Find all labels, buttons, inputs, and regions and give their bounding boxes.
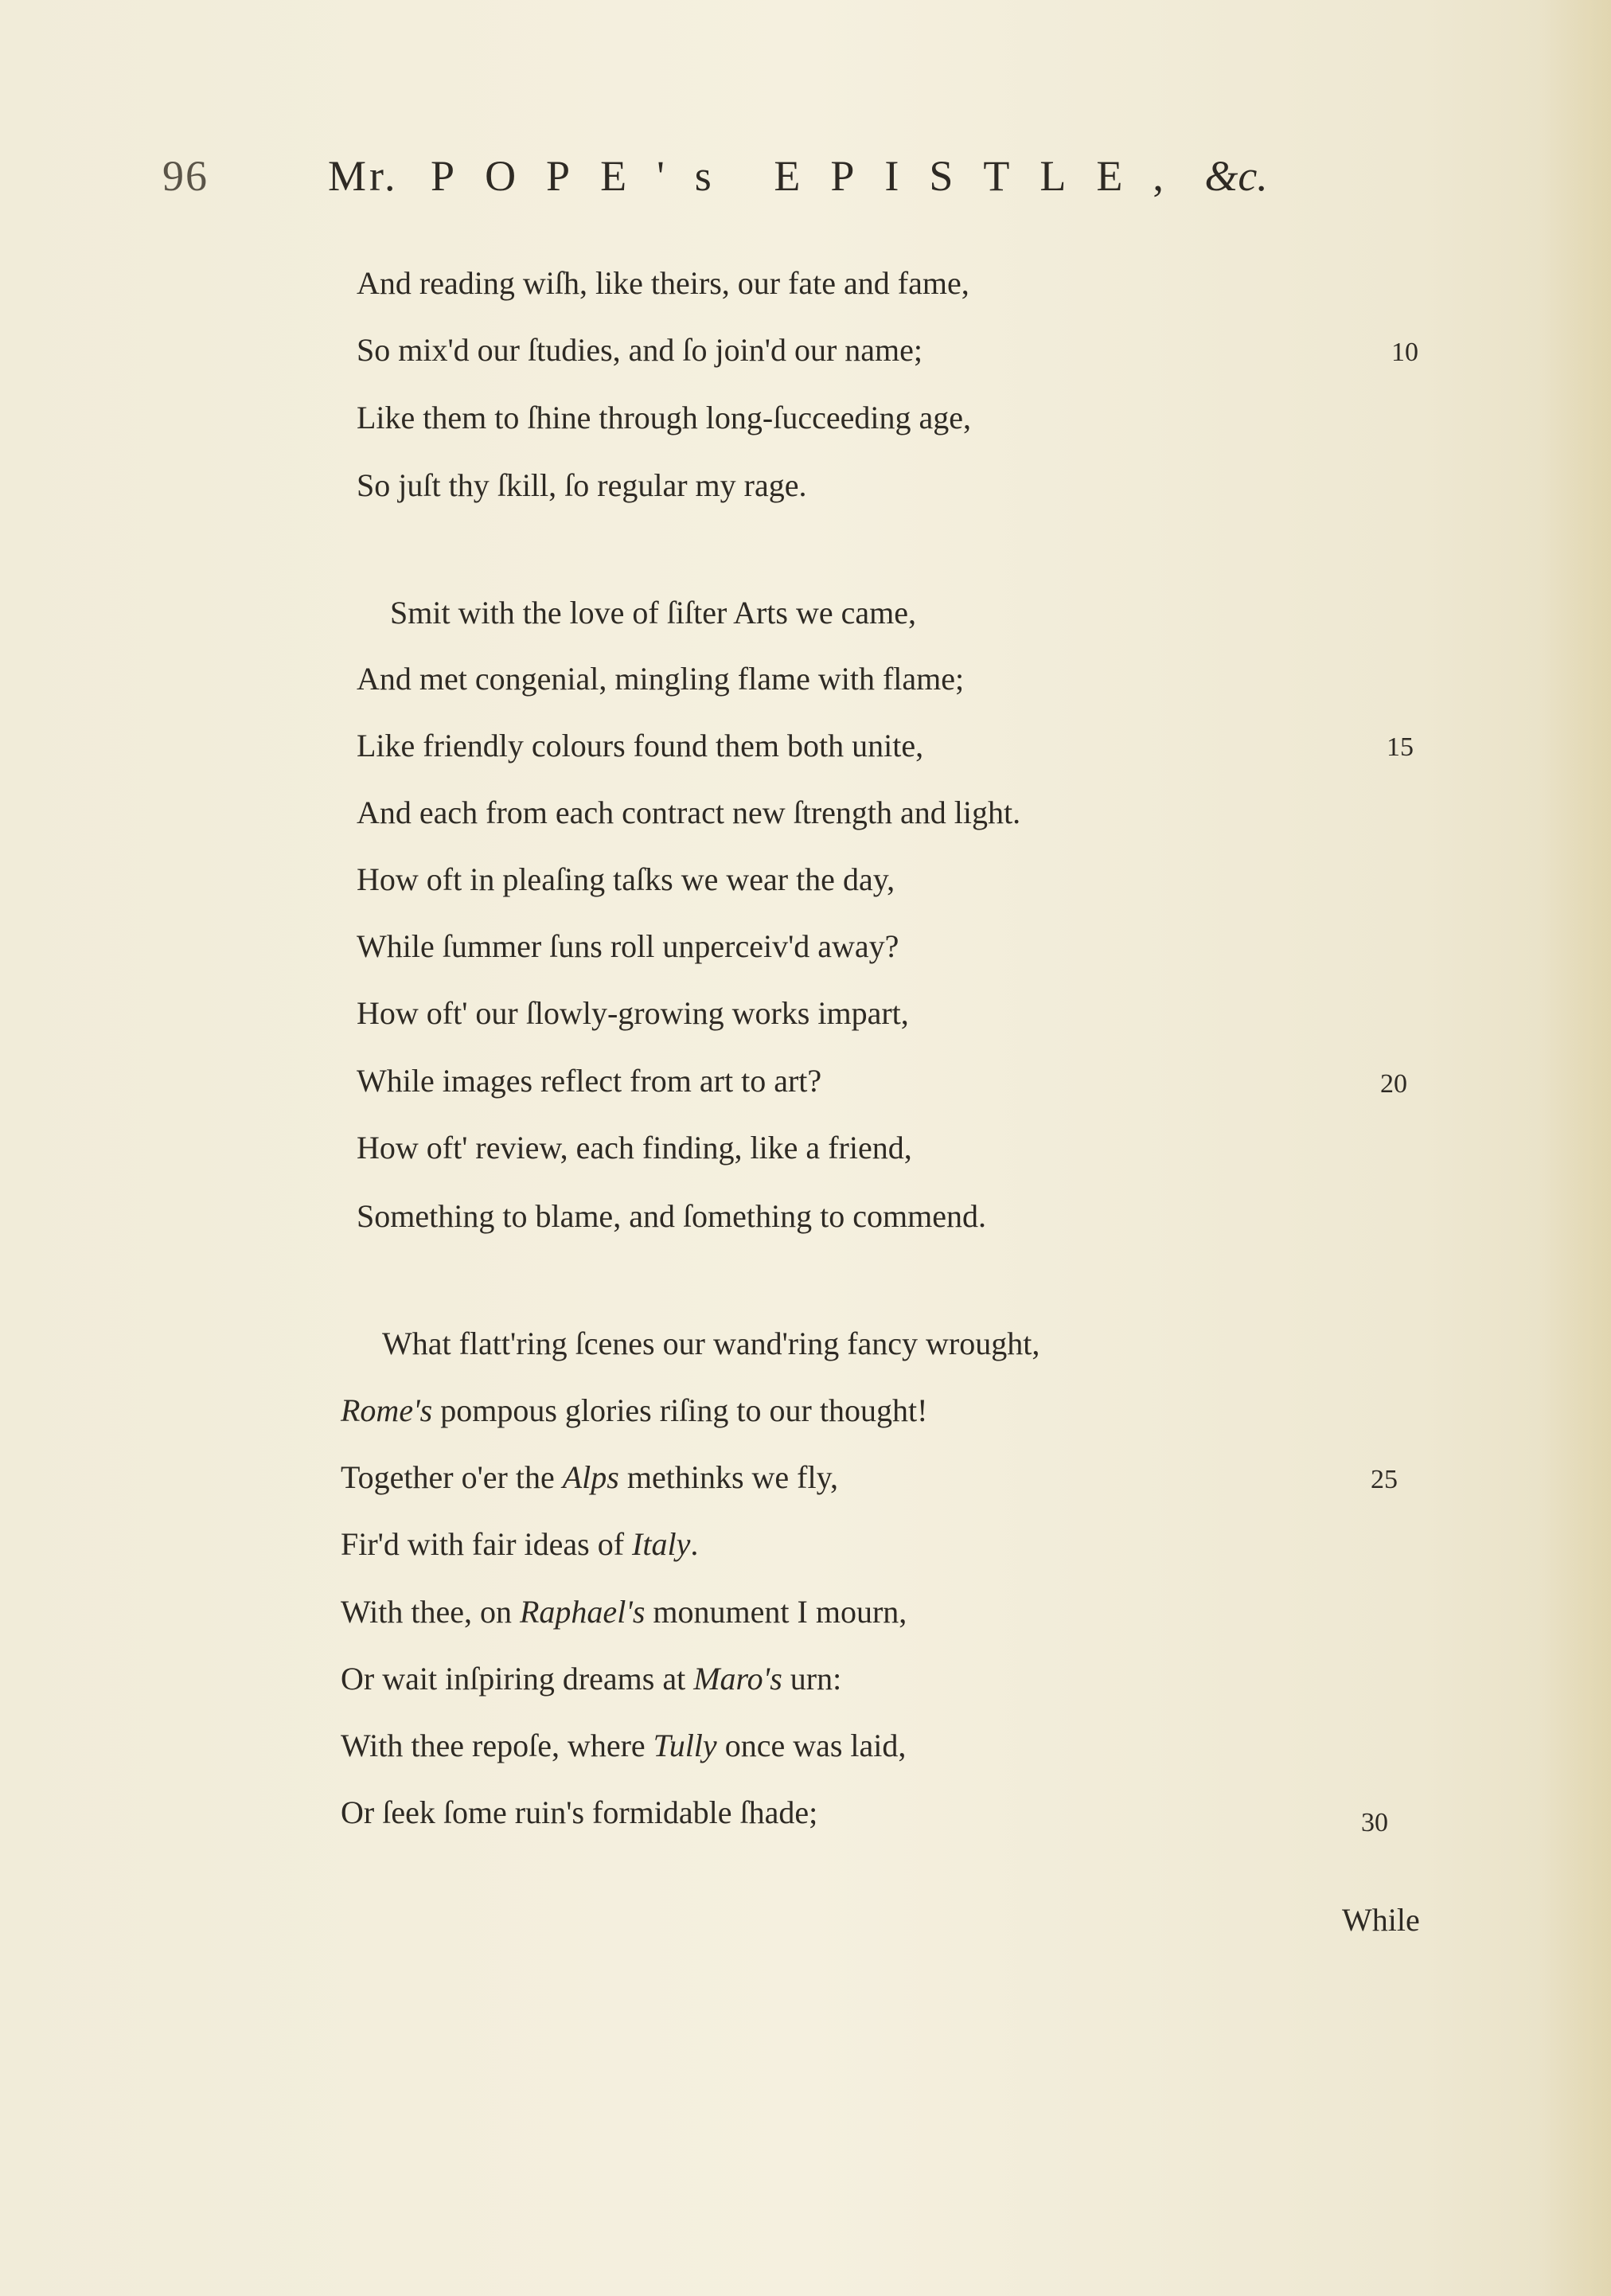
- running-head-etc: &c.: [1204, 152, 1268, 200]
- line-number: 25: [1371, 1465, 1398, 1494]
- poem-line: Something to blame, and ſomething to commend.: [357, 1198, 986, 1234]
- poem-line: What flatt'ring ſcenes our wand'ring fancy wrought,: [382, 1326, 1040, 1361]
- poem-line: With thee, on Raphael's monument I mourn,: [341, 1594, 907, 1630]
- poem-line: So mix'd our ſtudies, and ſo join'd our name;: [357, 332, 923, 368]
- poem-line: How oft in pleaſing taſks we wear the day,: [357, 861, 895, 897]
- italic-name-raphael: Raphael's: [520, 1594, 646, 1630]
- poem-line: Smit with the love of ſiſter Arts we came,: [390, 595, 916, 631]
- line-number: 30: [1361, 1808, 1388, 1837]
- line-number: 15: [1387, 732, 1414, 762]
- poem-line: How oft' review, each finding, like a friend,: [357, 1130, 912, 1166]
- line-number: 10: [1391, 338, 1418, 367]
- running-head-mr: Mr.: [328, 152, 399, 200]
- poem-line: While images reflect from art to art?: [357, 1063, 822, 1099]
- poem-line: So juſt thy ſkill, ſo regular my rage.: [357, 467, 807, 503]
- poem-line: While ſummer ſuns roll unperceiv'd away?: [357, 928, 899, 964]
- line-number: 20: [1380, 1069, 1407, 1099]
- poem-line: And met congenial, mingling flame with flame;: [357, 661, 965, 697]
- italic-name-tully: Tully: [653, 1728, 717, 1763]
- poem-line: Or ſeek ſome ruin's formidable ſhade;: [341, 1794, 818, 1830]
- italic-name-alps: Alps: [562, 1459, 619, 1495]
- catchword: While: [1342, 1902, 1420, 1938]
- italic-name-italy: Italy: [632, 1526, 691, 1562]
- poem-line: Or wait inſpiring dreams at Maro's urn:: [341, 1661, 842, 1697]
- poem-line: Like them to ſhine through long-ſucceeding age,: [357, 400, 971, 435]
- italic-name-maro: Maro's: [693, 1661, 782, 1697]
- poem-line: With thee repoſe, where Tully once was laid,: [341, 1728, 907, 1763]
- running-head-name: POPE's: [431, 152, 742, 200]
- page-number: 96: [162, 152, 209, 200]
- italic-name-rome: Rome's: [341, 1392, 433, 1428]
- running-head-epistle: EPISTLE,: [774, 152, 1194, 200]
- poem-line: How oft' our ſlowly-growing works impart,: [357, 995, 909, 1031]
- poem-line: Together o'er the Alps methinks we fly,: [341, 1459, 838, 1495]
- poem-line: Like friendly colours found them both unite,: [357, 728, 924, 763]
- poem-line: Rome's pompous glories riſing to our thought!: [341, 1392, 928, 1428]
- poem-line: And reading wiſh, like theirs, our fate and fame,: [357, 265, 969, 301]
- poem-line: Fir'd with fair ideas of Italy.: [341, 1526, 699, 1562]
- poem-line: And each from each contract new ſtrength and light.: [357, 795, 1021, 830]
